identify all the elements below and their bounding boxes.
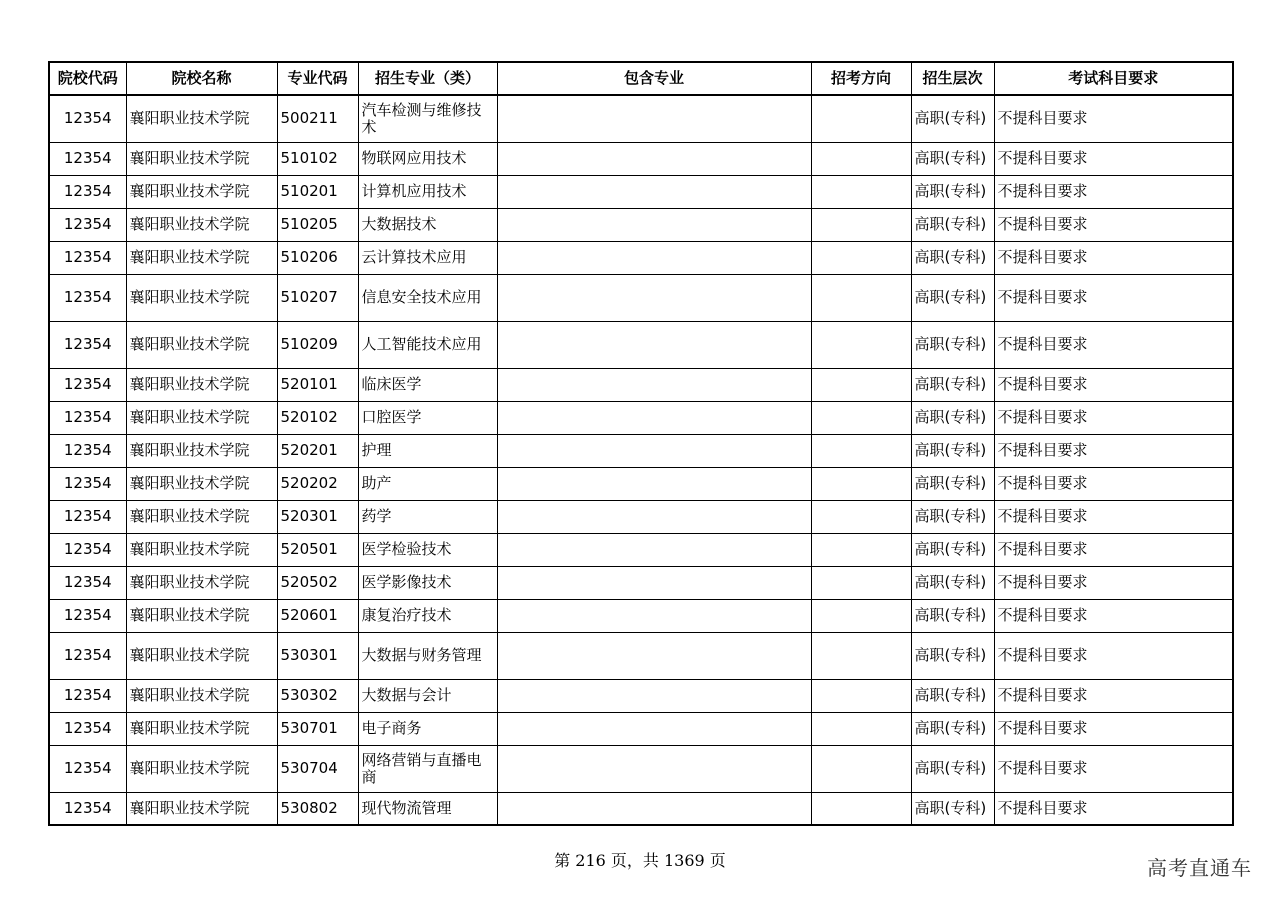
cell-includes: [497, 533, 811, 566]
header-row: [49, 62, 1233, 95]
cell-school-name: 襄阳职业技术学院: [126, 712, 277, 745]
cell-requirement: 不提科目要求: [994, 321, 1233, 368]
cell-requirement: 不提科目要求: [994, 142, 1233, 175]
cell-direction: [811, 792, 911, 825]
table-row: [49, 745, 1233, 792]
table-row: [49, 792, 1233, 825]
cell-major-code: 530701: [277, 712, 358, 745]
header-level: 招生层次: [911, 62, 994, 95]
cell-direction: [811, 208, 911, 241]
cell-requirement: 不提科目要求: [994, 599, 1233, 632]
cell-requirement: 不提科目要求: [994, 745, 1233, 792]
cell-major: 汽车检测与维修技术: [358, 95, 497, 142]
cell-major-code: 510102: [277, 142, 358, 175]
cell-requirement: 不提科目要求: [994, 368, 1233, 401]
cell-major-code: 520301: [277, 500, 358, 533]
cell-includes: [497, 368, 811, 401]
cell-major-code: 510206: [277, 241, 358, 274]
cell-school-name: 襄阳职业技术学院: [126, 566, 277, 599]
cell-requirement: 不提科目要求: [994, 500, 1233, 533]
cell-major-code: 500211: [277, 95, 358, 142]
cell-requirement: 不提科目要求: [994, 241, 1233, 274]
cell-major-code: 520102: [277, 401, 358, 434]
cell-major: 物联网应用技术: [358, 142, 497, 175]
cell-school-code: 12354: [49, 679, 126, 712]
cell-level: 高职(专科): [911, 208, 994, 241]
cell-requirement: 不提科目要求: [994, 274, 1233, 321]
cell-school-name: 襄阳职业技术学院: [126, 274, 277, 321]
cell-school-code: 12354: [49, 566, 126, 599]
table-row: [49, 712, 1233, 745]
header-school-name: 院校名称: [126, 62, 277, 95]
cell-major-code: 510207: [277, 274, 358, 321]
cell-direction: [811, 434, 911, 467]
cell-school-name: 襄阳职业技术学院: [126, 745, 277, 792]
cell-school-name: 襄阳职业技术学院: [126, 679, 277, 712]
cell-requirement: 不提科目要求: [994, 679, 1233, 712]
cell-school-name: 襄阳职业技术学院: [126, 467, 277, 500]
table-row: [49, 401, 1233, 434]
cell-includes: [497, 401, 811, 434]
cell-direction: [811, 401, 911, 434]
cell-includes: [497, 208, 811, 241]
cell-requirement: 不提科目要求: [994, 208, 1233, 241]
cell-requirement: 不提科目要求: [994, 95, 1233, 142]
cell-level: 高职(专科): [911, 745, 994, 792]
cell-includes: [497, 321, 811, 368]
cell-requirement: 不提科目要求: [994, 632, 1233, 679]
cell-includes: [497, 792, 811, 825]
cell-major-code: 530301: [277, 632, 358, 679]
cell-direction: [811, 566, 911, 599]
cell-level: 高职(专科): [911, 368, 994, 401]
cell-level: 高职(专科): [911, 679, 994, 712]
cell-major-code: 520202: [277, 467, 358, 500]
cell-major: 云计算技术应用: [358, 241, 497, 274]
cell-requirement: 不提科目要求: [994, 712, 1233, 745]
cell-school-name: 襄阳职业技术学院: [126, 434, 277, 467]
header-major: 招生专业（类）: [358, 62, 497, 95]
cell-major-code: 520201: [277, 434, 358, 467]
cell-major: 大数据技术: [358, 208, 497, 241]
cell-direction: [811, 533, 911, 566]
cell-school-code: 12354: [49, 321, 126, 368]
cell-level: 高职(专科): [911, 500, 994, 533]
cell-level: 高职(专科): [911, 401, 994, 434]
cell-includes: [497, 467, 811, 500]
table-row: [49, 533, 1233, 566]
cell-requirement: 不提科目要求: [994, 792, 1233, 825]
cell-school-code: 12354: [49, 599, 126, 632]
cell-direction: [811, 142, 911, 175]
table-row: [49, 599, 1233, 632]
page-number-footer: 第 216 页，共 1369 页: [554, 851, 726, 870]
cell-level: 高职(专科): [911, 566, 994, 599]
cell-direction: [811, 274, 911, 321]
cell-major: 大数据与会计: [358, 679, 497, 712]
cell-requirement: 不提科目要求: [994, 401, 1233, 434]
cell-school-name: 襄阳职业技术学院: [126, 500, 277, 533]
cell-major: 医学影像技术: [358, 566, 497, 599]
header-requirement: 考试科目要求: [994, 62, 1233, 95]
cell-school-code: 12354: [49, 745, 126, 792]
cell-level: 高职(专科): [911, 175, 994, 208]
cell-major: 医学检验技术: [358, 533, 497, 566]
table-row: [49, 566, 1233, 599]
cell-includes: [497, 745, 811, 792]
cell-includes: [497, 142, 811, 175]
cell-direction: [811, 599, 911, 632]
admissions-table: [48, 61, 1234, 826]
table-row: [49, 142, 1233, 175]
cell-major-code: 510205: [277, 208, 358, 241]
cell-includes: [497, 274, 811, 321]
cell-level: 高职(专科): [911, 467, 994, 500]
cell-major-code: 510209: [277, 321, 358, 368]
cell-major-code: 510201: [277, 175, 358, 208]
cell-school-code: 12354: [49, 241, 126, 274]
cell-direction: [811, 500, 911, 533]
cell-major: 电子商务: [358, 712, 497, 745]
cell-major: 临床医学: [358, 368, 497, 401]
table-row: [49, 321, 1233, 368]
cell-major: 人工智能技术应用: [358, 321, 497, 368]
table-row: [49, 95, 1233, 142]
cell-direction: [811, 95, 911, 142]
cell-school-name: 襄阳职业技术学院: [126, 142, 277, 175]
cell-requirement: 不提科目要求: [994, 566, 1233, 599]
cell-major: 现代物流管理: [358, 792, 497, 825]
cell-includes: [497, 566, 811, 599]
cell-school-name: 襄阳职业技术学院: [126, 368, 277, 401]
watermark-text: 高考直通车: [1147, 856, 1252, 880]
cell-level: 高职(专科): [911, 632, 994, 679]
cell-school-code: 12354: [49, 434, 126, 467]
cell-direction: [811, 745, 911, 792]
cell-includes: [497, 175, 811, 208]
cell-school-code: 12354: [49, 500, 126, 533]
cell-major: 口腔医学: [358, 401, 497, 434]
cell-school-name: 襄阳职业技术学院: [126, 401, 277, 434]
table-row: [49, 679, 1233, 712]
cell-direction: [811, 632, 911, 679]
cell-includes: [497, 632, 811, 679]
table-row: [49, 274, 1233, 321]
cell-school-code: 12354: [49, 712, 126, 745]
cell-requirement: 不提科目要求: [994, 434, 1233, 467]
cell-major-code: 520601: [277, 599, 358, 632]
cell-direction: [811, 368, 911, 401]
cell-level: 高职(专科): [911, 599, 994, 632]
cell-school-code: 12354: [49, 401, 126, 434]
cell-direction: [811, 241, 911, 274]
cell-major: 护理: [358, 434, 497, 467]
cell-major-code: 520101: [277, 368, 358, 401]
cell-school-code: 12354: [49, 632, 126, 679]
cell-major: 助产: [358, 467, 497, 500]
cell-includes: [497, 712, 811, 745]
cell-includes: [497, 434, 811, 467]
cell-major: 信息安全技术应用: [358, 274, 497, 321]
cell-major: 计算机应用技术: [358, 175, 497, 208]
table-row: [49, 368, 1233, 401]
cell-major-code: 530302: [277, 679, 358, 712]
cell-school-code: 12354: [49, 175, 126, 208]
cell-level: 高职(专科): [911, 712, 994, 745]
cell-school-name: 襄阳职业技术学院: [126, 792, 277, 825]
table-row: [49, 208, 1233, 241]
cell-level: 高职(专科): [911, 95, 994, 142]
cell-includes: [497, 679, 811, 712]
header-includes: 包含专业: [497, 62, 811, 95]
cell-major: 康复治疗技术: [358, 599, 497, 632]
cell-school-name: 襄阳职业技术学院: [126, 321, 277, 368]
cell-includes: [497, 95, 811, 142]
table-row: [49, 175, 1233, 208]
cell-school-name: 襄阳职业技术学院: [126, 632, 277, 679]
cell-school-code: 12354: [49, 368, 126, 401]
table-row: [49, 500, 1233, 533]
cell-major-code: 520502: [277, 566, 358, 599]
cell-school-code: 12354: [49, 208, 126, 241]
table-row: [49, 434, 1233, 467]
cell-includes: [497, 500, 811, 533]
cell-major: 大数据与财务管理: [358, 632, 497, 679]
cell-requirement: 不提科目要求: [994, 533, 1233, 566]
cell-direction: [811, 712, 911, 745]
cell-direction: [811, 467, 911, 500]
cell-major: 网络营销与直播电商: [358, 745, 497, 792]
cell-level: 高职(专科): [911, 274, 994, 321]
cell-school-code: 12354: [49, 533, 126, 566]
cell-school-name: 襄阳职业技术学院: [126, 241, 277, 274]
cell-direction: [811, 679, 911, 712]
cell-requirement: 不提科目要求: [994, 175, 1233, 208]
cell-level: 高职(专科): [911, 533, 994, 566]
cell-includes: [497, 241, 811, 274]
cell-level: 高职(专科): [911, 321, 994, 368]
cell-level: 高职(专科): [911, 142, 994, 175]
cell-school-code: 12354: [49, 142, 126, 175]
cell-level: 高职(专科): [911, 434, 994, 467]
cell-major-code: 520501: [277, 533, 358, 566]
cell-direction: [811, 175, 911, 208]
header-school-code: 院校代码: [49, 62, 126, 95]
cell-major-code: 530802: [277, 792, 358, 825]
cell-level: 高职(专科): [911, 241, 994, 274]
table-row: [49, 467, 1233, 500]
header-direction: 招考方向: [811, 62, 911, 95]
cell-requirement: 不提科目要求: [994, 467, 1233, 500]
table-row: [49, 632, 1233, 679]
cell-school-name: 襄阳职业技术学院: [126, 599, 277, 632]
cell-school-code: 12354: [49, 274, 126, 321]
cell-school-name: 襄阳职业技术学院: [126, 95, 277, 142]
cell-school-code: 12354: [49, 792, 126, 825]
table-row: [49, 241, 1233, 274]
cell-school-name: 襄阳职业技术学院: [126, 208, 277, 241]
header-major-code: 专业代码: [277, 62, 358, 95]
cell-major: 药学: [358, 500, 497, 533]
cell-school-name: 襄阳职业技术学院: [126, 533, 277, 566]
cell-school-name: 襄阳职业技术学院: [126, 175, 277, 208]
cell-includes: [497, 599, 811, 632]
cell-school-code: 12354: [49, 95, 126, 142]
cell-direction: [811, 321, 911, 368]
cell-major-code: 530704: [277, 745, 358, 792]
cell-level: 高职(专科): [911, 792, 994, 825]
table-body: [49, 95, 1233, 825]
cell-school-code: 12354: [49, 467, 126, 500]
